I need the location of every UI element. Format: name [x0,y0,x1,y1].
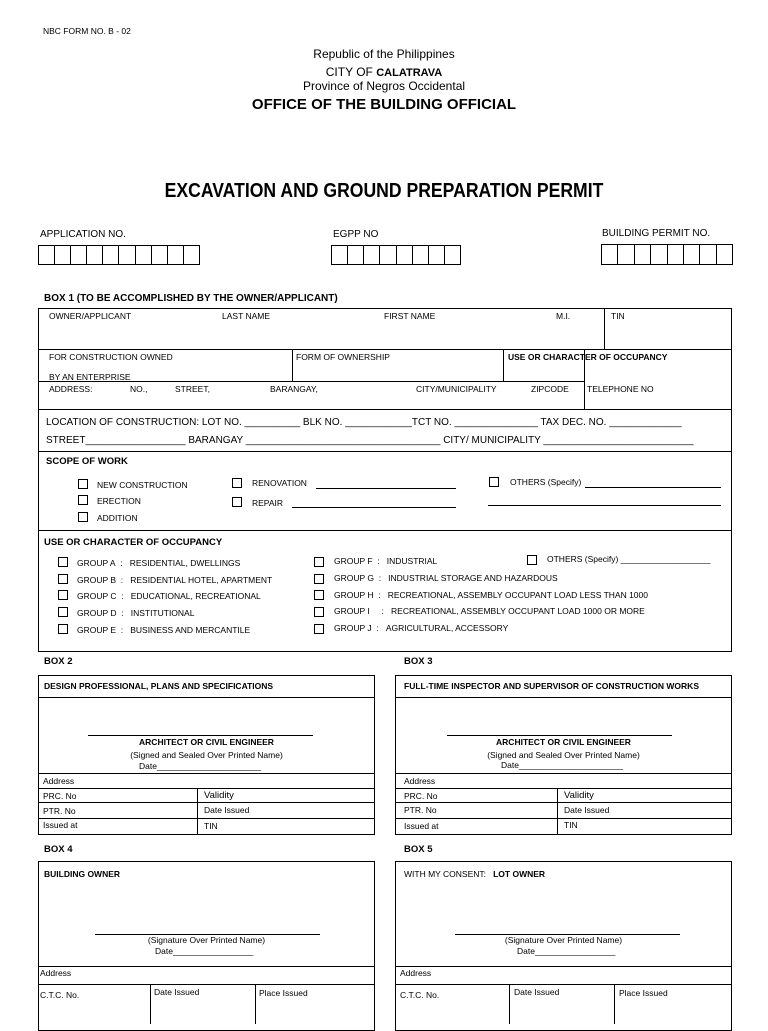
box4-heading: BUILDING OWNER [44,869,121,879]
group-j-label: GROUP J : AGRICULTURAL, ACCESSORY [334,623,509,633]
new-construction-checkbox[interactable] [78,479,88,489]
box4-date[interactable]: Date_________________ [155,946,254,956]
address-barangay-label: BARANGAY, [270,384,318,394]
city-prefix: CITY OF [325,65,373,79]
group-g-checkbox[interactable] [314,574,324,584]
group-b-label: GROUP B : RESIDENTIAL HOTEL, APARTMENT [77,575,273,585]
box2-issued-at: Issued at [43,820,78,830]
box5-signed: (Signature Over Printed Name) [504,935,623,945]
city-name: CALATRAVA [376,67,443,79]
group-c-label: GROUP C : EDUCATIONAL, RECREATIONAL [77,591,261,601]
others-line-2[interactable] [488,505,721,506]
address-no-label: NO., [130,384,148,394]
egpp-no-label: EGPP NO [333,229,379,240]
box2-validity: Validity [204,790,234,801]
box3-heading: FULL-TIME INSPECTOR AND SUPERVISOR OF CONSTRUCTION WORKS [404,681,699,691]
application-no-label: APPLICATION NO. [40,229,126,240]
box2-date-issued: Date Issued [204,805,250,815]
repair-label: REPAIR [252,498,284,508]
box2-tin: TIN [204,821,218,831]
group-f-checkbox[interactable] [314,557,324,567]
box2-date[interactable]: Date______________________ [139,761,261,771]
form-number: NBC FORM NO. B - 02 [43,26,131,36]
box4-place-issued: Place Issued [259,988,308,998]
address-street-label: STREET, [175,384,210,394]
use-character-label: USE OR CHARACTER OF OCCUPANCY [508,352,668,362]
box5-place-issued: Place Issued [619,988,668,998]
box2-signer: ARCHITECT OR CIVIL ENGINEER [139,737,274,747]
last-name-label: LAST NAME [222,311,271,321]
group-j-checkbox[interactable] [314,624,324,634]
building-permit-no-label: BUILDING PERMIT NO. [602,228,711,239]
box3-label: BOX 3 [404,656,433,667]
box3-date[interactable]: Date______________________ [501,760,623,770]
group-d-label: GROUP D : INSTITUTIONAL [77,608,195,618]
group-h-checkbox[interactable] [314,590,324,600]
addition-label: ADDITION [97,513,138,523]
province-line: Province of Negros Occidental [302,79,466,93]
location-line-2: STREET__________________ BARANGAY ___________________________________ CITY/ MUNICIPALITY ___________________________ [46,435,694,446]
owner-applicant-label: OWNER/APPLICANT [49,311,132,321]
box4-label: BOX 4 [44,844,73,855]
box2-signed: (Signed and Sealed Over Printed Name) [130,750,283,760]
box2-prc: PRC. No [43,791,77,801]
box3-signer: ARCHITECT OR CIVIL ENGINEER [496,737,631,747]
scope-heading: SCOPE OF WORK [46,456,128,467]
box5-address: Address [400,968,432,978]
occupancy-heading: USE OR CHARACTER OF OCCUPANCY [44,537,223,548]
box4-date-issued: Date Issued [154,987,200,997]
occupancy-others-checkbox[interactable] [527,555,537,565]
application-no-boxes[interactable] [38,245,200,265]
address-city-label: CITY/MUNICIPALITY [416,384,497,394]
others-label: OTHERS (Specify) [510,477,582,487]
occupancy-others-label: OTHERS (Specify) ___________________ [547,554,711,564]
building-permit-no-boxes[interactable] [601,244,733,265]
erection-checkbox[interactable] [78,495,88,505]
renovation-label: RENOVATION [252,478,307,488]
republic-line: Republic of the Philippines [313,47,455,61]
box5-label: BOX 5 [404,844,433,855]
box3-address: Address [404,776,436,786]
renovation-checkbox[interactable] [232,478,242,488]
box2-label: BOX 2 [44,656,73,667]
box2-ptr: PTR. No [43,806,76,816]
zipcode-label: ZIPCODE [531,384,569,394]
box4-ctc: C.T.C. No. [40,990,80,1000]
tin-label: TIN [611,311,625,321]
first-name-label: FIRST NAME [384,311,436,321]
box3-tin: TIN [564,820,578,830]
mi-label: M.I. [556,311,571,321]
box3-signed: (Signed and Sealed Over Printed Name) [487,750,640,760]
group-a-checkbox[interactable] [58,557,68,567]
box3-issued-at: Issued at [404,821,439,831]
box3-signature-line[interactable] [447,735,672,736]
others-checkbox[interactable] [489,477,499,487]
box2-signature-line[interactable] [88,735,313,736]
box5-ctc: C.T.C. No. [400,990,440,1000]
new-construction-label: NEW CONSTRUCTION [97,480,188,490]
box3-ptr: PTR. No [404,805,437,815]
address-label: ADDRESS: [49,384,93,394]
office-title: OFFICE OF THE BUILDING OFFICIAL [251,96,517,113]
erection-label: ERECTION [97,496,141,506]
box2-heading: DESIGN PROFESSIONAL, PLANS AND SPECIFICATIONS [44,681,274,691]
box3-date-issued: Date Issued [564,805,610,815]
construction-owned-label: FOR CONSTRUCTION OWNED [49,352,173,362]
group-i-checkbox[interactable] [314,607,324,617]
group-c-checkbox[interactable] [58,590,68,600]
others-line-1[interactable] [585,487,721,488]
box4-signed: (Signature Over Printed Name) [147,935,266,945]
box5-consent: WITH MY CONSENT: LOT OWNER [404,869,546,879]
group-a-label: GROUP A : RESIDENTIAL, DWELLINGS [77,558,241,568]
egpp-no-boxes[interactable] [331,245,461,265]
renovation-line[interactable] [316,488,456,489]
location-line-1: LOCATION OF CONSTRUCTION: LOT NO. __________ BLK NO. ____________TCT NO. _______________ TAX DEC. NO. _____________ [46,417,682,428]
group-f-label: GROUP F : INDUSTRIAL [334,556,438,566]
group-d-checkbox[interactable] [58,607,68,617]
box3-validity: Validity [564,790,594,801]
box3-prc: PRC. No [404,791,438,801]
box5-date[interactable]: Date_________________ [517,946,616,956]
group-e-label: GROUP E : BUSINESS AND MERCANTILE [77,625,251,635]
box1-heading: BOX 1 (TO BE ACCOMPLISHED BY THE OWNER/APPLICANT) [44,293,338,304]
city-line [0,65,768,79]
box5-date-issued: Date Issued [514,987,560,997]
addition-checkbox[interactable] [78,512,88,522]
repair-checkbox[interactable] [232,497,242,507]
repair-line[interactable] [292,507,456,508]
telephone-label: TELEPHONE NO [587,384,654,394]
box2-address: Address [43,776,75,786]
group-h-label: GROUP H : RECREATIONAL, ASSEMBLY OCCUPANT LOAD LESS THAN 1000 [334,590,648,600]
by-enterprise-label: BY AN ENTERPRISE [49,372,131,382]
group-b-checkbox[interactable] [58,574,68,584]
group-e-checkbox[interactable] [58,624,68,634]
permit-title: EXCAVATION AND GROUND PREPARATION PERMIT [164,180,604,202]
form-ownership-label: FORM OF OWNERSHIP [296,352,390,362]
box4-address: Address [40,968,72,978]
group-g-label: GROUP G : INDUSTRIAL STORAGE AND HAZARDOUS [334,573,558,583]
group-i-label: GROUP I : RECREATIONAL, ASSEMBLY OCCUPANT LOAD 1000 OR MORE [334,606,645,616]
